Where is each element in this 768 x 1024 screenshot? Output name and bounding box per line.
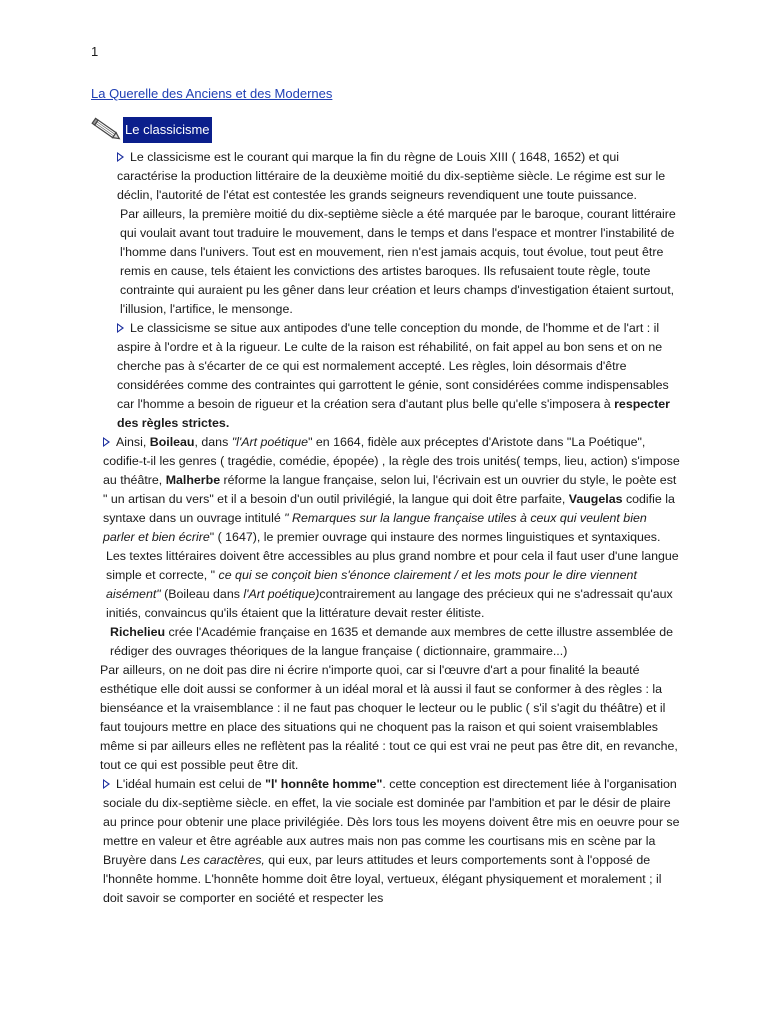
paragraph-4: Ainsi, Boileau, dans "l'Art poétique" en 1664, fidèle aux préceptes d'Aristote dans "La Poétique", codifie-t-il les genres ( tragédie, comédie, épopée) , la règle des trois unités( temps, lieu, action) s'impose au théâtre, Malherbe réforme la langue française, selon lui, l'écrivain est un ouvrier du style, le poète est " un artisan du vers" et il a besoin d'un outil privilégié, la langue qui doit être parfaite, Vaugelas codifie la syntaxe dans un ouvrage intitulé " Remarques sur la langue française utiles à ceux qui veulent bien parler et bien écrire" ( 1647), le premier ouvrage qui instaure des normes linguistiques et syntaxiques. bbox=[103, 435, 680, 544]
section-heading: Le classicisme bbox=[123, 117, 212, 143]
paragraph-5: Les textes littéraires doivent être accessibles au plus grand nombre et pour cela il faut user d'une langue simple et correcte, " ce qui se conçoit bien s'énonce clairement / et les mots pour le dire viennent aisément" (Boileau dans l'Art poétique)contrairement au langage des précieux qui ne s'adressait qu'aux initiés, convaincus qu'ils étaient que la littérature devait rester élitiste. bbox=[106, 549, 679, 620]
paragraph-1: Le classicisme est le courant qui marque la fin du règne de Louis XIII ( 1648, 1652) et qui caractérise la production littéraire de la deuxième moitié du dix-septième siècle. Le régime est sur le déclin, l'autorité de l'état est contestée les grands seigneurs revendiquent une toute puissance. bbox=[117, 150, 666, 202]
arrow-right-icon bbox=[117, 152, 124, 162]
paragraph-3: Le classicisme se situe aux antipodes d'une telle conception du monde, de l'homme et de l'art : il aspire à l'ordre et à la rigueur. Le culte de la raison est réhabilité, on fait appel au bon sens et on ne cherche pas à s'écarter de ce qui est normalement accepté. Les règles, loin désormais d'être considérées comme des contraintes qui garrottent le génie, sont considérées comme indispensables car l'homme a besoin de rigueur et la création sera d'autant plus belle qu'elle s'imposera à respecter des règles strictes. bbox=[117, 321, 670, 430]
paragraph-6: Richelieu crée l'Académie française en 1635 et demande aux membres de cette illustre assemblée de rédiger des ouvrages théoriques de la langue française ( dictionnaire, grammaire...) bbox=[110, 625, 674, 658]
arrow-right-icon bbox=[103, 779, 110, 789]
page-number: 1 bbox=[91, 44, 99, 59]
pencil-icon bbox=[91, 116, 123, 144]
arrow-right-icon bbox=[103, 437, 110, 447]
paragraph-7: Par ailleurs, on ne doit pas dire ni écrire n'importe quoi, car si l'œuvre d'art a pour finalité la beauté esthétique elle doit aussi se conformer à un idéal moral et là aussi il faut se conformer à des règles : la bienséance et la vraisemblance : il ne faut pas choquer le lecteur ou le public ( s'il s'agit du théâtre) et il faut toujours mettre en place des situations qui ne choquent pas la raison et qui soient vraisemblables même si par ailleurs elles ne reflètent pas la réalité : tout ce qui est vrai ne peut pas être dit, en revanche, tout ce qui est possible peut être dit. bbox=[100, 663, 678, 772]
arrow-right-icon bbox=[117, 323, 124, 333]
title-link[interactable]: La Querelle des Anciens et des Modernes bbox=[91, 86, 333, 101]
document-body bbox=[91, 148, 681, 908]
paragraph-8: L'idéal humain est celui de "l' honnête homme". cette conception est directement liée à l'organisation sociale du dix-septième siècle. en effet, la vie sociale est dominée par l'ambition et par le désir de plaire au prince pour obtenir une place privilégiée. Dès lors tous les moyens doivent être mis en oeuvre pour se mettre en valeur et être agréable aux autres mais non pas comme les courtisans mis en scène par la Bruyère dans Les caractères, qui eux, par leurs attitudes et leurs comportements sont à l'opposé de l'honnête homme. L'honnête homme doit être loyal, vertueux, élégant physiquement et moralement ; il doit savoir se comporter en société et respecter les bbox=[103, 777, 680, 905]
paragraph-2: Par ailleurs, la première moitié du dix-septième siècle a été marquée par le baroque, courant littéraire qui voulait avant tout traduire le mouvement, dans le temps et dans l'espace et montrer l'instabilité de l'homme dans l'univers. Tout est en mouvement, rien n'est jamais acquis, tout évolue, tout peut être remis en cause, tels étaient les convictions des artistes baroques. Ils refusaient toute règle, toute contrainte qui auraient pu les gêner dans leur création et leurs champs d'investigation étaient surtout, l'illusion, l'artifice, le mensonge. bbox=[120, 207, 676, 316]
